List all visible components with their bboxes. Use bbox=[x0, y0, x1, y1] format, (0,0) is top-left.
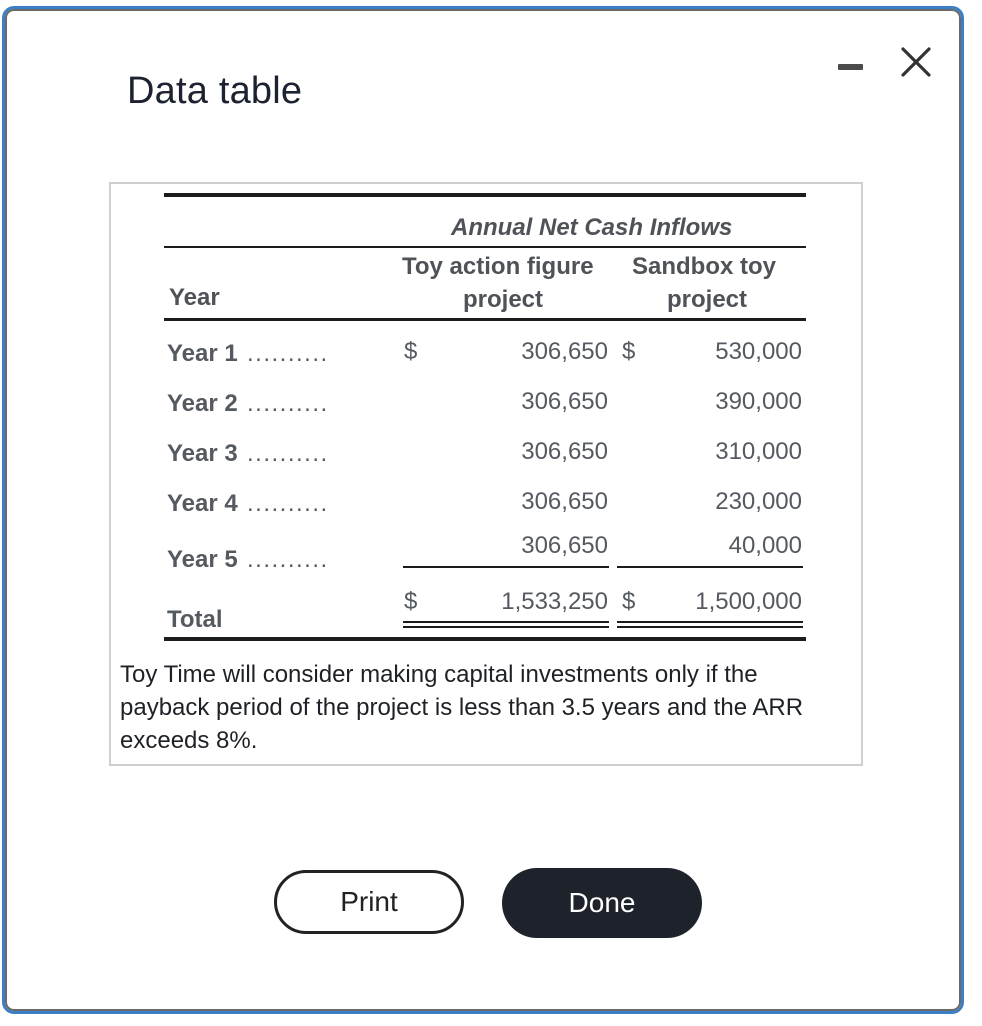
total-double-rule-a-bottom bbox=[403, 626, 609, 628]
row-leader-dots: .......... bbox=[247, 390, 329, 417]
row-label-year-1: Year 1 bbox=[167, 340, 238, 367]
total-double-rule-b-top bbox=[617, 621, 803, 623]
row-label-year-2: Year 2 bbox=[167, 390, 238, 417]
value-a-year-3: 306,650 bbox=[521, 438, 608, 465]
currency-b-total: $ bbox=[622, 588, 636, 615]
col-header-b-line2: project bbox=[667, 286, 748, 313]
subtotal-rule-b bbox=[617, 566, 803, 568]
minimize-icon bbox=[838, 64, 863, 70]
row-label-year-3: Year 3 bbox=[167, 440, 238, 467]
header-bottom-rule bbox=[164, 318, 806, 321]
total-double-rule-a-top bbox=[403, 621, 609, 623]
value-b-year-1: 530,000 bbox=[715, 338, 802, 365]
subtotal-rule-a bbox=[403, 566, 609, 568]
col-header-a-line1: Toy action figure bbox=[402, 253, 594, 280]
row-leader-dots: .......... bbox=[247, 546, 329, 573]
col-header-b-line1: Sandbox toy bbox=[632, 253, 777, 280]
table-bottom-rule bbox=[164, 637, 806, 641]
value-b-year-3: 310,000 bbox=[715, 438, 802, 465]
table-note: Toy Time will consider making capital investments only if the payback period of the project is less than 3.5 years and the ARR exceeds 8%. bbox=[120, 661, 804, 754]
col-header-year: Year bbox=[169, 284, 220, 311]
value-a-total: 1,533,250 bbox=[501, 588, 608, 615]
close-button[interactable] bbox=[897, 45, 935, 81]
super-header: Annual Net Cash Inflows bbox=[451, 214, 733, 241]
minimize-button[interactable] bbox=[836, 53, 868, 77]
done-button[interactable]: Done bbox=[502, 868, 702, 938]
total-double-rule-b-bottom bbox=[617, 626, 803, 628]
value-b-year-2: 390,000 bbox=[715, 388, 802, 415]
value-a-year-1: 306,650 bbox=[521, 338, 608, 365]
value-b-year-5: 40,000 bbox=[728, 532, 802, 559]
row-leader-dots: .......... bbox=[247, 490, 329, 517]
row-leader-dots: .......... bbox=[247, 340, 329, 367]
row-label-year-4: Year 4 bbox=[167, 490, 238, 517]
value-a-year-4: 306,650 bbox=[521, 488, 608, 515]
col-header-a-line2: project bbox=[463, 286, 544, 313]
row-leader-dots: .......... bbox=[247, 440, 329, 467]
currency-a-total: $ bbox=[404, 588, 418, 615]
header-rule-left bbox=[164, 246, 806, 248]
value-a-year-2: 306,650 bbox=[521, 388, 608, 415]
currency-b-year-1: $ bbox=[622, 338, 636, 365]
row-label-year-5: Year 5 bbox=[167, 546, 238, 573]
currency-a-year-1: $ bbox=[404, 338, 418, 365]
print-button[interactable]: Print bbox=[274, 870, 464, 934]
row-label-total: Total bbox=[167, 606, 223, 633]
value-b-year-4: 230,000 bbox=[715, 488, 802, 515]
table-top-rule bbox=[164, 193, 806, 197]
close-icon bbox=[897, 45, 935, 81]
value-b-total: 1,500,000 bbox=[695, 588, 802, 615]
dialog-title: Data table bbox=[127, 70, 303, 112]
value-a-year-5: 306,650 bbox=[521, 532, 608, 559]
